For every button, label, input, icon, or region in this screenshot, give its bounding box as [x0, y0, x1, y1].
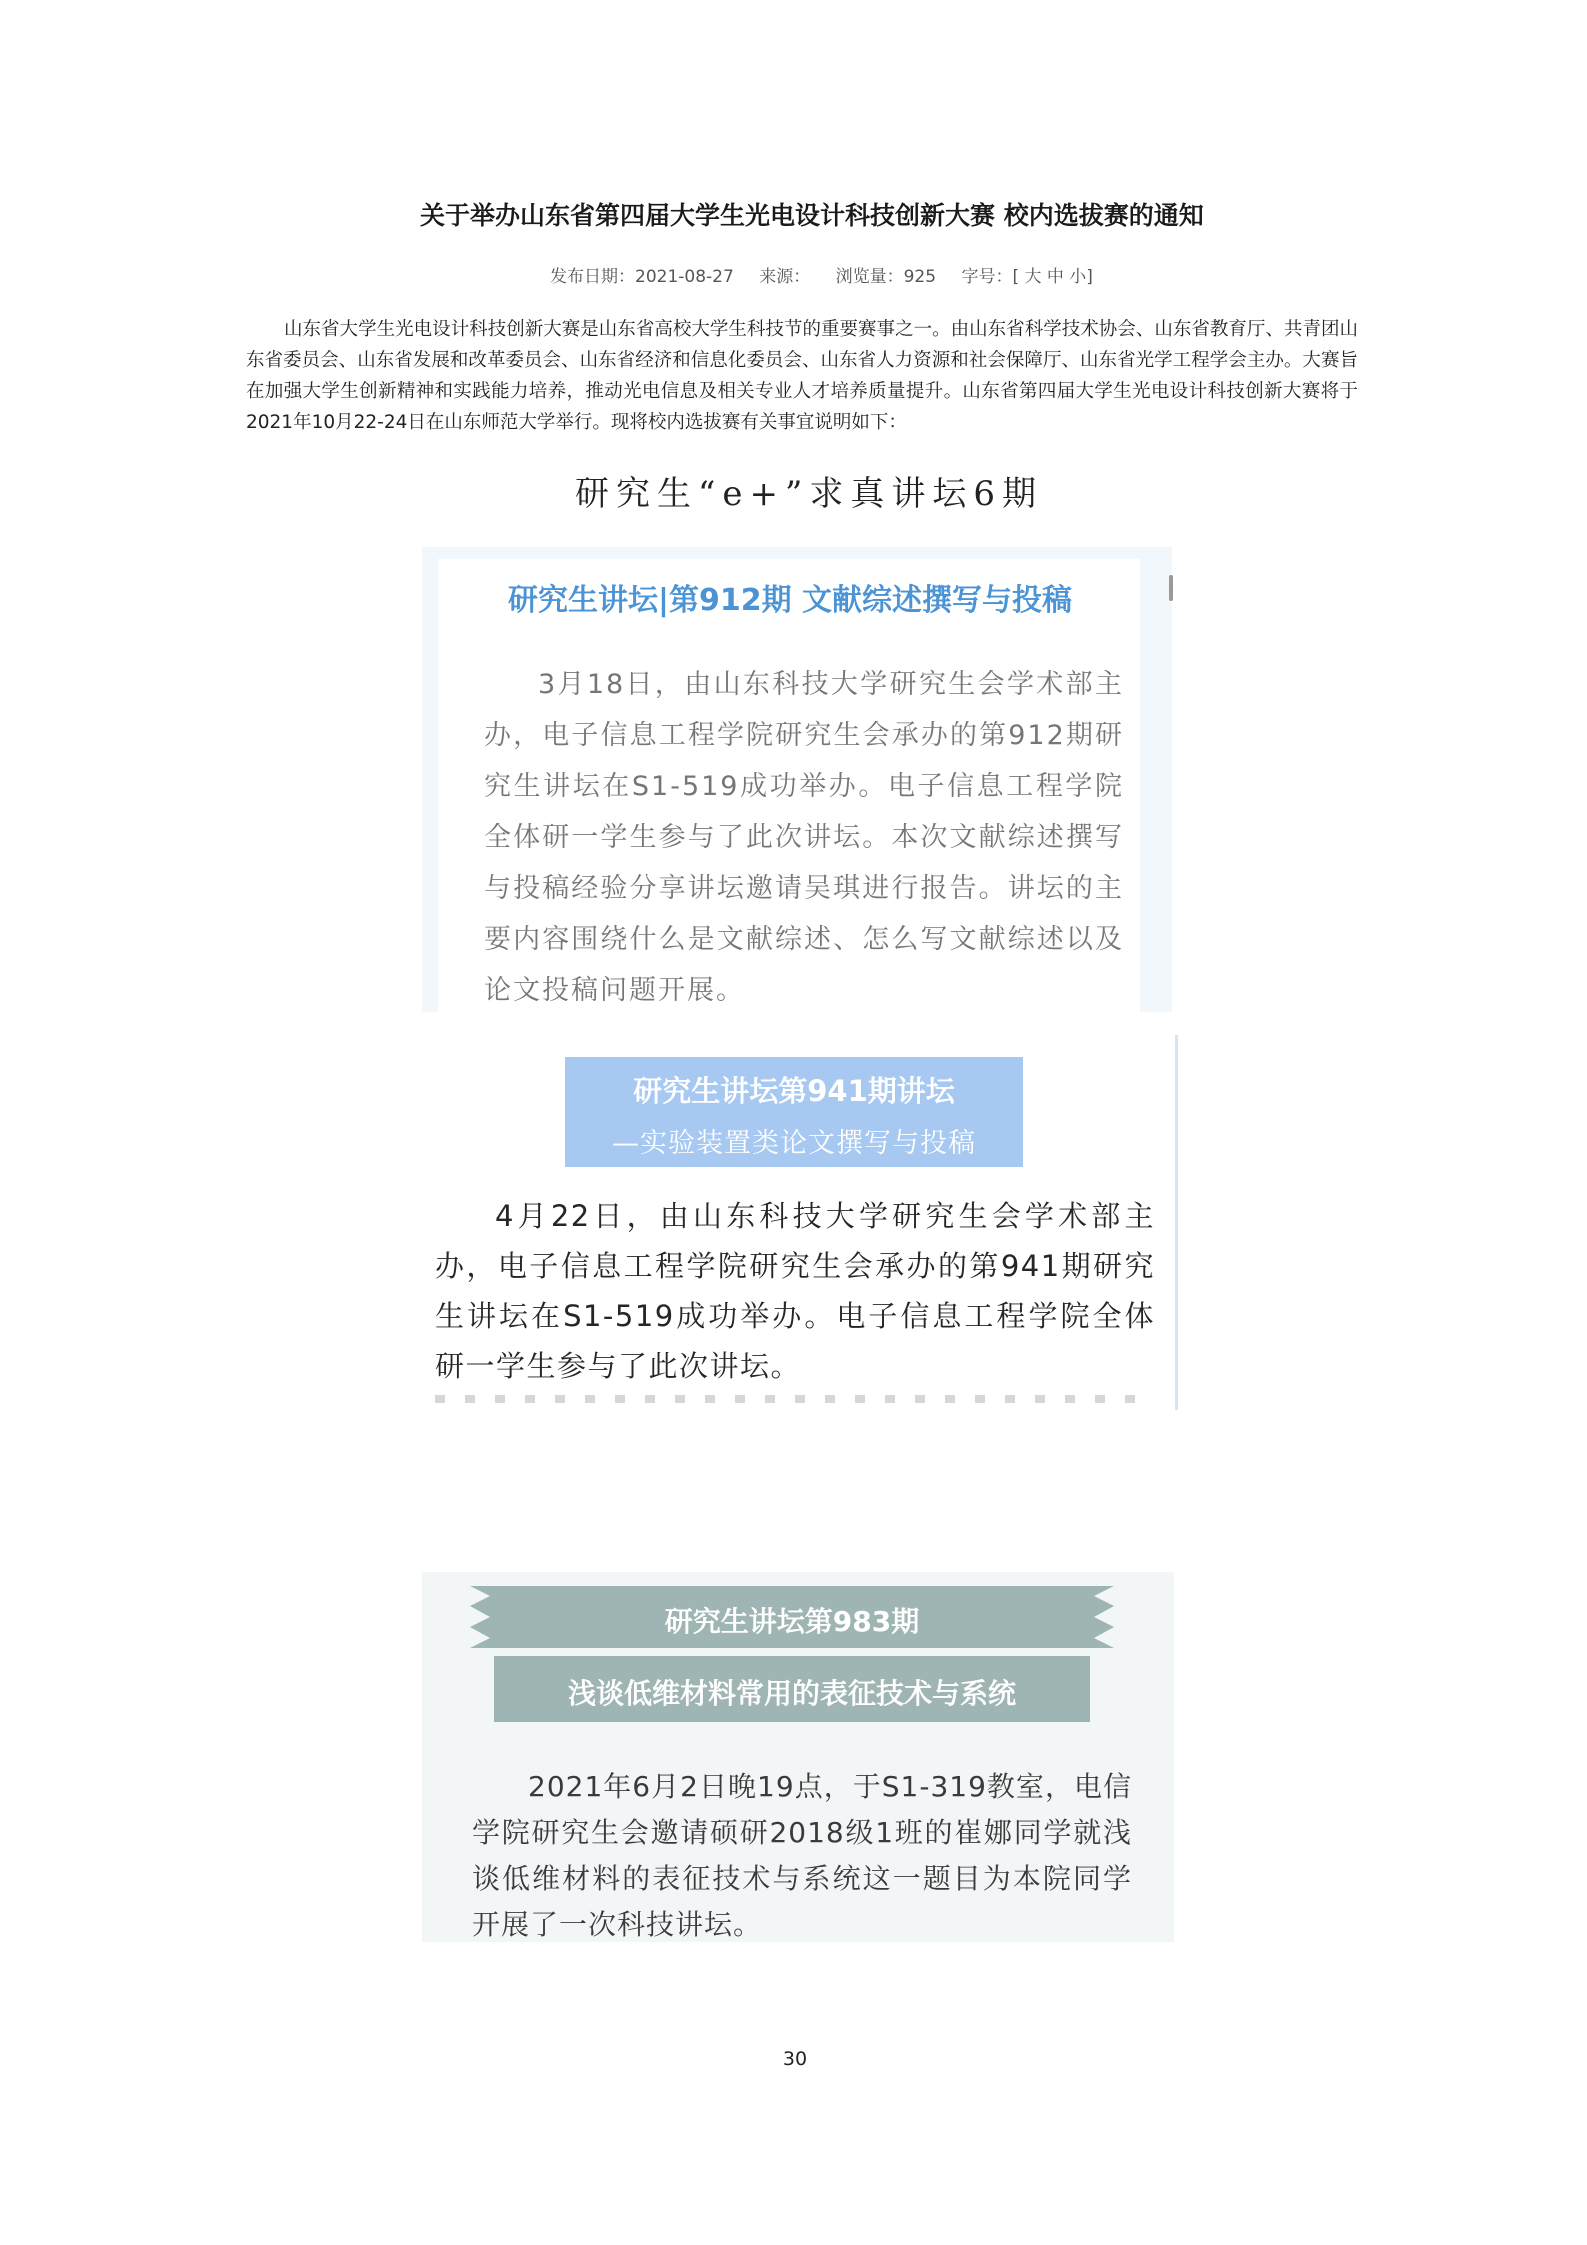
- lecture-983-ribbon: [490, 1586, 1094, 1648]
- lecture-912-screenshot: [422, 547, 1172, 1012]
- page-number: 30: [782, 2048, 808, 2070]
- section-heading: 研究生“e+”求真讲坛6期: [575, 474, 1044, 514]
- lecture-983-subtitle-band: [494, 1656, 1090, 1722]
- notice-meta: [550, 262, 1170, 287]
- lecture-941-subtitle: —实验装置类论文撰写与投稿: [612, 1128, 976, 1159]
- source-label: 来源：: [759, 267, 811, 287]
- font-size-control[interactable]: 字号：[ 大 中 小]: [961, 267, 1093, 287]
- view-count: 浏览量：925: [835, 267, 937, 287]
- lecture-912-title: 研究生讲坛|第912期 文献综述撰写与投稿: [508, 583, 1073, 618]
- lecture-912-body: 3月18日，由山东科技大学研究生会学术部主办，电子信息工程学院研究生会承办的第912期研究生讲坛在S1-519成功举办。电子信息工程学院全体研一学生参与了此次讲坛。本次文献综述撰写与投稿经验分享讲坛邀请吴琪进行报告。讲坛的主要内容围绕什么是文献综述、怎么写文献综述以及论文投稿问题开展。: [484, 669, 1124, 1006]
- lecture-912-card: [438, 559, 1140, 1012]
- lecture-983-screenshot: [422, 1572, 1174, 1942]
- notice-body: 山东省大学生光电设计科技创新大赛是山东省高校大学生科技节的重要赛事之一。由山东省科学技术协会、山东省教育厅、共青团山东省委员会、山东省发展和改革委员会、山东省经济和信息化委员会、山东省人力资源和社会保障厅、山东省光学工程学会主办。大赛旨在加强大学生创新精神和实践能力培养，推动光电信息及相关专业人才培养质量提升。山东省第四届大学生光电设计科技创新大赛将于2021年10月22-24日在山东师范大学举行。现将校内选拔赛有关事宜说明如下：: [246, 319, 1358, 433]
- scroll-edge-marker: [1169, 575, 1173, 601]
- publish-date: 发布日期：2021-08-27: [550, 267, 734, 287]
- lecture-983-body: 2021年6月2日晚19点，于S1-319教室，电信学院研究生会邀请硕研2018级1班的崔娜同学就浅谈低维材料的表征技术与系统这一题目为本院同学开展了一次科技讲坛。: [472, 1770, 1132, 1941]
- lecture-983-title: 研究生讲坛第983期: [664, 1605, 920, 1638]
- lecture-983-subtitle: 浅谈低维材料常用的表征技术与系统: [567, 1677, 1016, 1710]
- lecture-941-banner: [565, 1057, 1023, 1167]
- lecture-941-body: 4月22日，由山东科技大学研究生会学术部主办，电子信息工程学院研究生会承办的第941期研究生讲坛在S1-519成功举办。电子信息工程学院全体研一学生参与了此次讲坛。: [435, 1199, 1155, 1383]
- cropped-text-line: [435, 1395, 1155, 1403]
- lecture-941-title: 研究生讲坛第941期讲坛: [633, 1074, 955, 1108]
- lecture-941-screenshot: [415, 1035, 1178, 1410]
- notice-title: 关于举办山东省第四届大学生光电设计科技创新大赛 校内选拔赛的通知: [420, 201, 1204, 230]
